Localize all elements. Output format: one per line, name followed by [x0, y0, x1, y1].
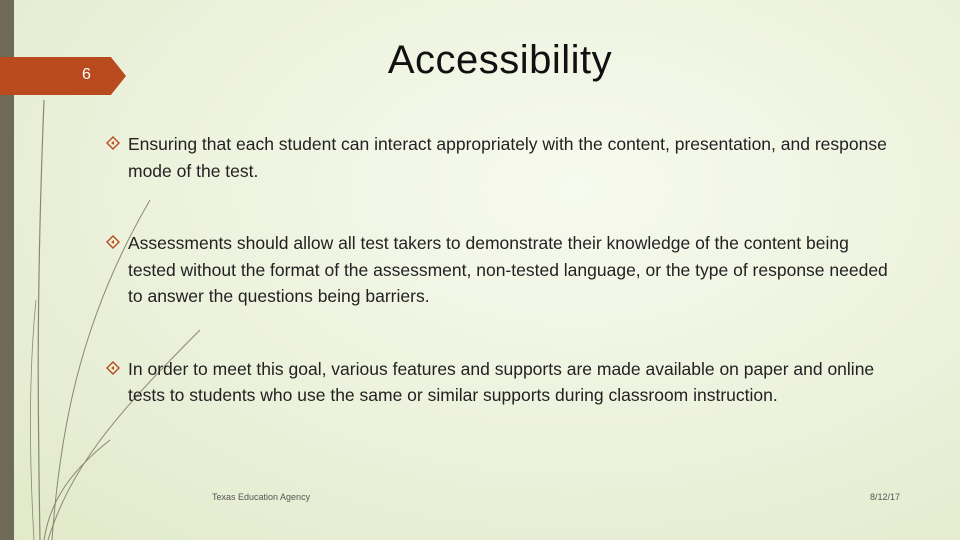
bullet-text: Ensuring that each student can interact appropriately with the content, presentation, and response mode of the test. — [128, 134, 887, 181]
footer-date: 8/12/17 — [869, 492, 900, 502]
footer-source: Texas Education Agency — [212, 492, 311, 502]
slide-title: Accessibility — [387, 38, 613, 82]
bullet-item — [106, 131, 896, 184]
bullet-item — [106, 230, 896, 310]
bullet-text: Assessments should allow all test takers to demonstrate their knowledge of the content being tested without the format of the assessment, non-tested language, or the type of response needed to answer the questions being barriers. — [128, 233, 888, 306]
diamond-bullet-icon — [106, 361, 120, 375]
diamond-bullet-icon — [106, 235, 120, 249]
bullet-list — [106, 131, 896, 409]
bullet-text: In order to meet this goal, various features and supports are made available on paper and online tests to students who use the same or similar supports during classroom instruction. — [128, 358, 875, 405]
slide-number: 6 — [82, 66, 91, 83]
diamond-bullet-icon — [106, 136, 120, 150]
bullet-item — [106, 356, 896, 409]
